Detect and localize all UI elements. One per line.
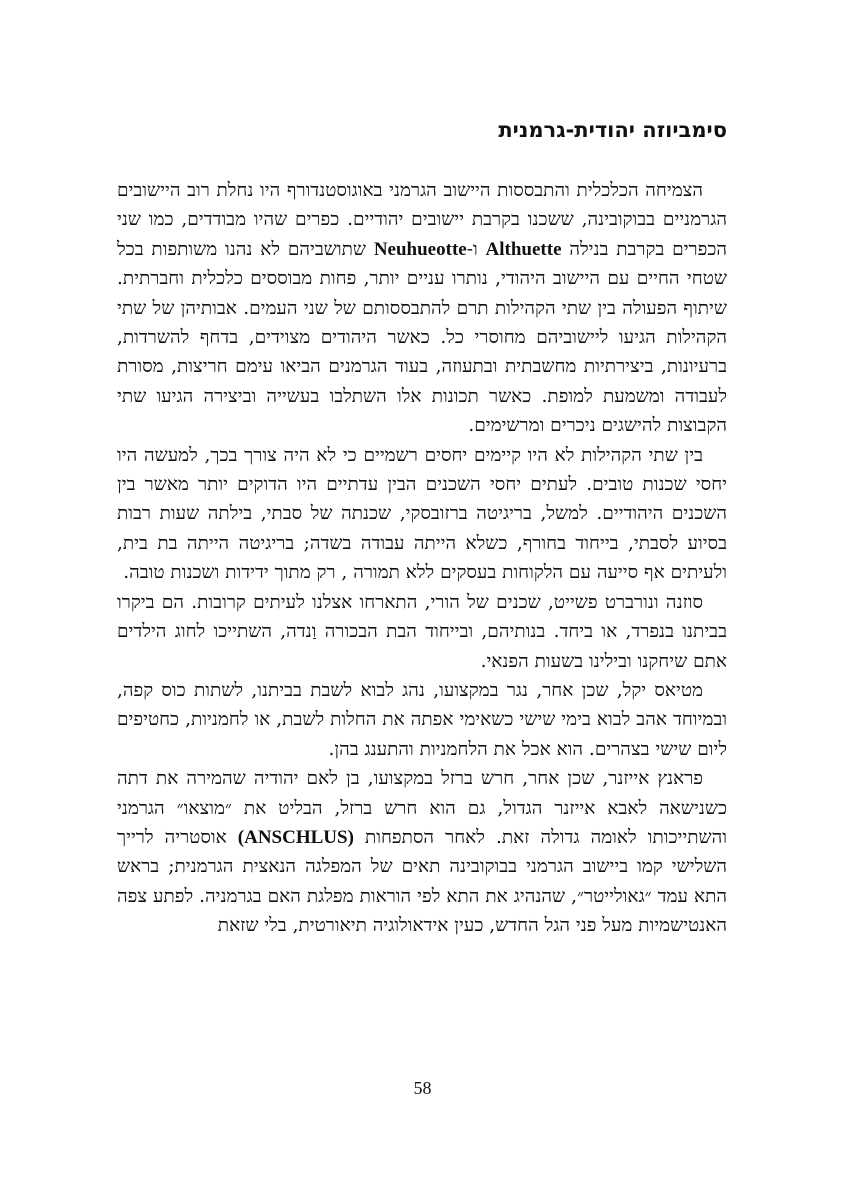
paragraph-5-text-a: פראנץ אייזנר, שכן אחר, חרש ברזל במקצועו, בן לאם יהודיה שהמירה את דתה כשנישאה לאבא אייזנר הגדול, גם הוא חרש ברזל, הבליט את ״מוצאו״ הגרמני והשתייכותו לאומה גדולה זאת. לאחר הסתפחות [117,768,727,848]
paragraph-4: מטיאס יקל, שכן אחר, נגר במקצועו, נהג לבוא לשבת בביתנו, לשתות כוס קפה, ובמיוחד אהב לבוא בימי שישי כשאימי אפתה את החלות לשבת, או לחמניות, כחטיפים ליום שישי בצהרים. הוא אכל את הלחמניות והתענג בהן. [117,679,727,760]
village-name-althuette: Althuette [485,238,562,260]
paragraph-5-text-b: אוסטריה לרייך השלישי קמו ביישוב הגרמני בבוקובינה תאים של המפלגה הנאצית הגרמנית; בראש התא עמד ״גאולייטר״, שהנהיג את התא לפי הוראות מפלגת האם בגרמניה. לפתע צפה האנטישמיות מעל פני הגל החדש, כעין אידאולוגיה תיאורטית, בלי שזאת [117,826,727,937]
paragraph-5 [117,764,727,940]
section-title: סימביוזה יהודית-גרמנית [498,118,727,142]
page-number: 58 [413,1078,432,1098]
paragraph-3: סוזנה ונורברט פשייט, שכנים של הורי, התארחו אצלנו לעיתים קרובות. הם ביקרו בביתנו בנפרד, או ביחד. בנותיהם, ובייחוד הבת הבכורה וַנדה, השתייכו לחוג הילדים אתם שיחקנו ובילינו בשעות הפנאי. [117,591,727,672]
paragraph-1-text-a: הצמיחה הכלכלית והתבססות היישוב הגרמני באוגוסטנדורף היו נחלת רוב היישובים הגרמניים בבוקובינה, ששכנו בקרבת יישובים יהודיים. כפרים שהיו מבודדים, כמו שני הכפרים בקרבת בנילה [117,180,728,260]
paragraph-1-text-b: ו- [466,238,478,260]
paragraph-2: בין שתי הקהילות לא היו קיימים יחסים רשמיים כי לא היה צורך בכך, למעשה היו יחסי שכנות טובים. לעתים יחסי השכנים הבין עדתיים היו הדוקים יותר מאשר בין השכנים היהודיים. למשל, בריגיטה ברזובסקי, שכנתה של סבתי, בילתה שעות רבות בסיוע לסבתי, בייחוד בחורף, כשלא הייתה עבודה בשדה; בריגיטה הייתה בת בית, ולעיתים אף סייעה עם הלקוחות בעסקים ללא תמורה , רק מתוך ידידות ושכנות טובה. [117,444,727,584]
paragraph-1 [117,176,727,441]
paragraph-1-text-c: שתושביהם לא נהנו משותפות בכל שטחי החיים עם היישוב היהודי, נותרו עניים יותר, פחות מבוססים כלכלית וחברתית. שיתוף הפעולה בין שתי הקהילות תרם להתבססותם של שני העמים. אבותיהן של שתי הקהילות הגיעו ליישוביהם מחוסרי כל. כאשר היהודים מצוידים, בדחף להשרדות, ברעיונות, ביצירתיות מחשבתית ובתעוזה, בעוד הגרמנים הביאו עימם חריצות, מסורת לעבודה ומשמעת למופת. כאשר תכונות אלו השתלבו בעשייה וביצירה הגיעו שתי הקבוצות להישגים ניכרים ומרשימים. [117,238,727,437]
village-name-neuhueotte: Neuhueotte [373,238,467,260]
term-anschlus: (ANSCHLUS) [237,826,354,848]
body-text [117,176,727,941]
